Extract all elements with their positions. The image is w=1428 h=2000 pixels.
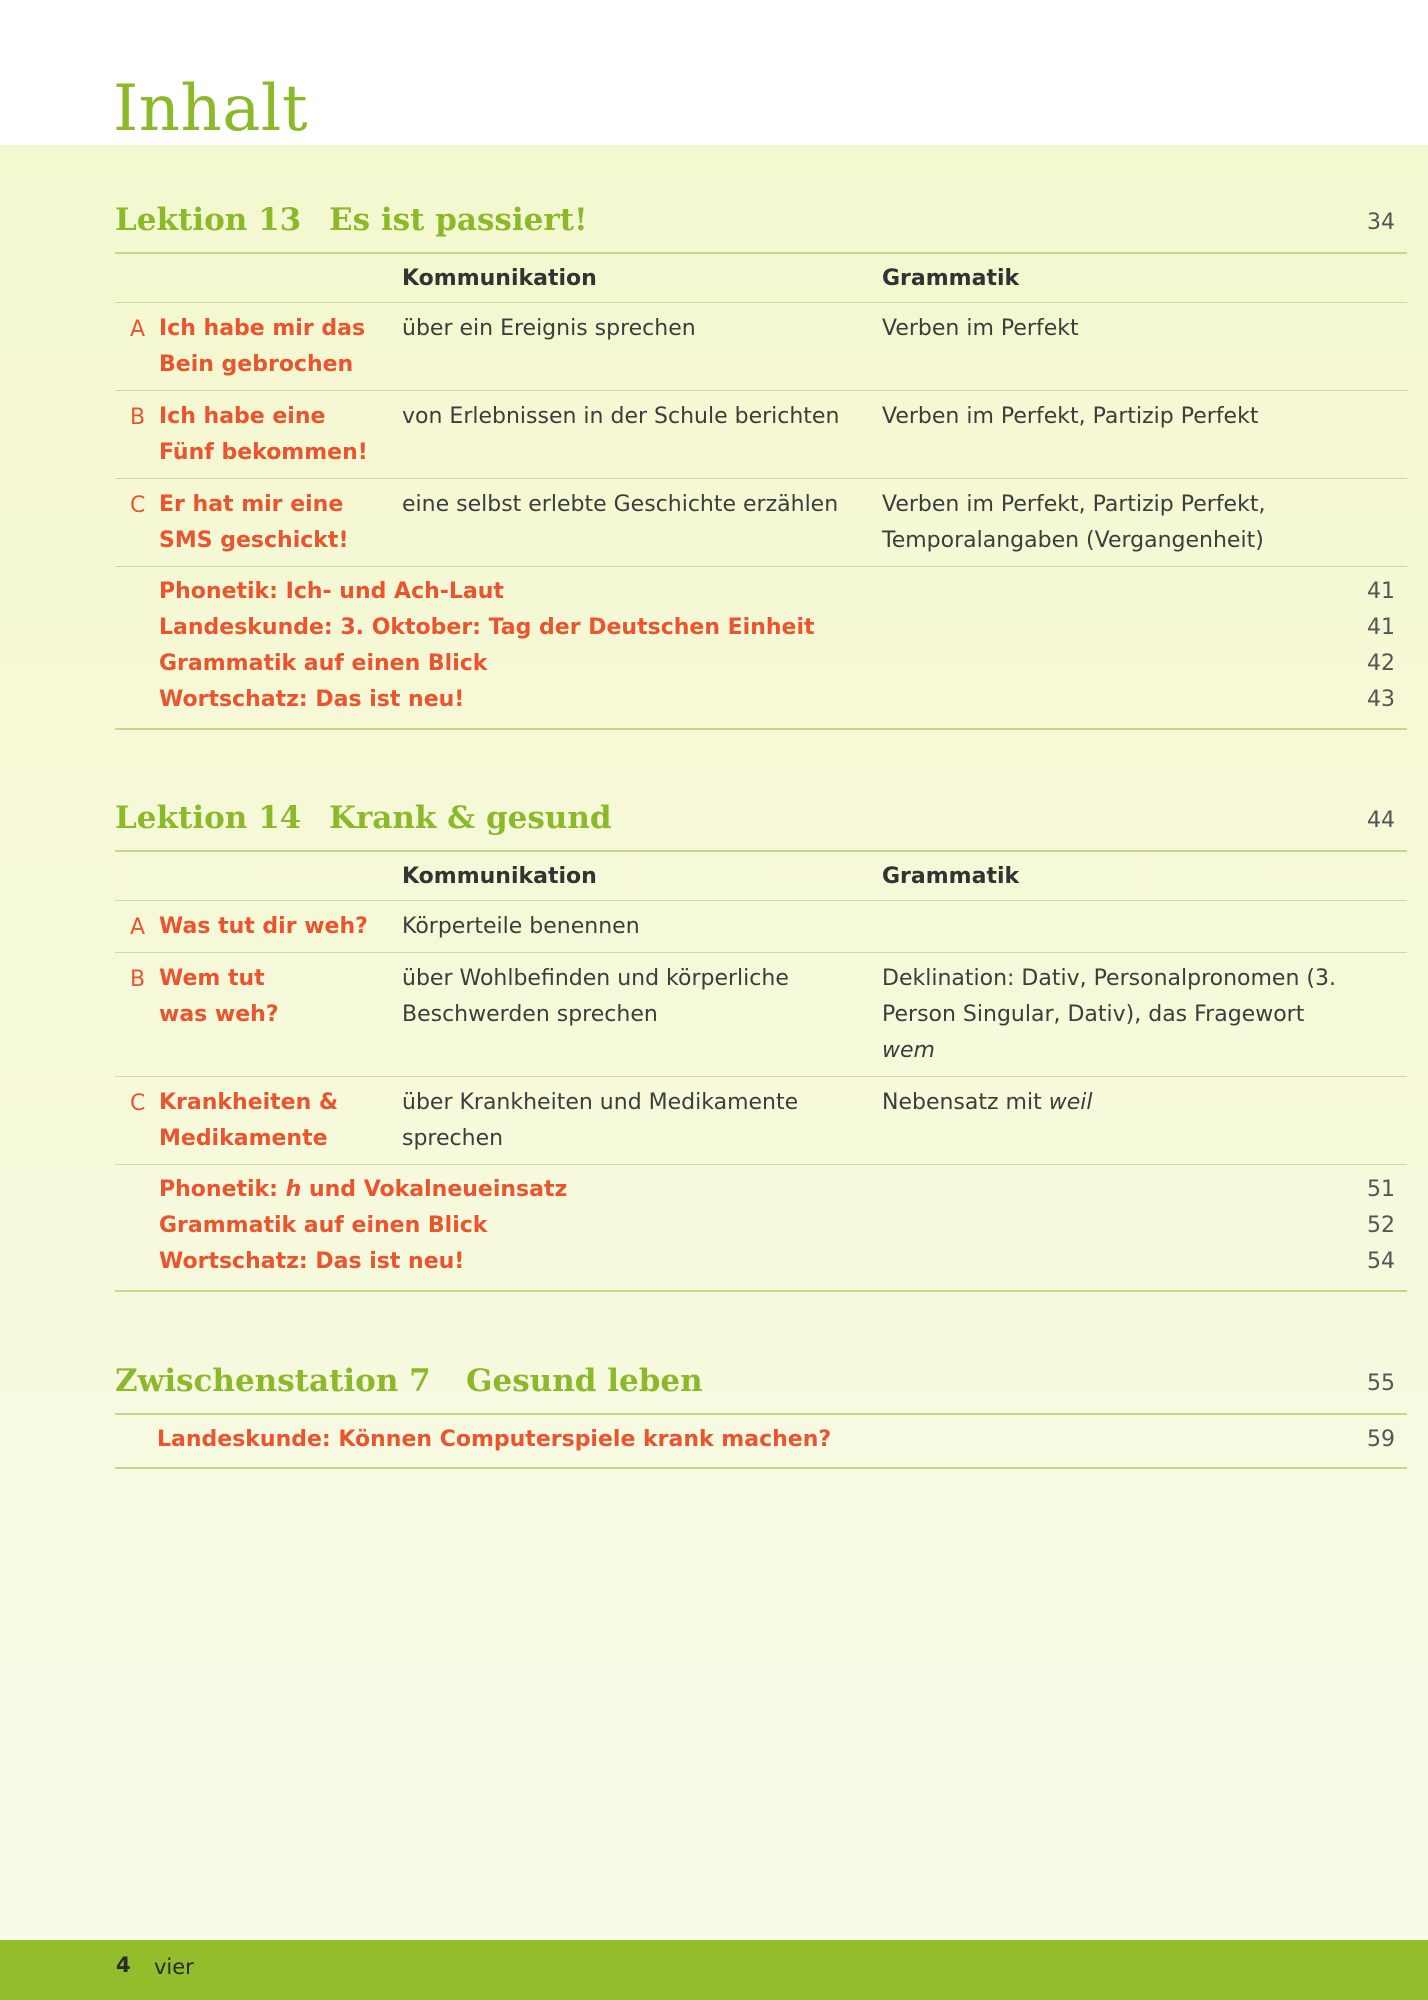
extra-text: Phonetik:	[159, 1177, 286, 1202]
extra-page: 41	[1367, 615, 1395, 640]
row-letter: C	[130, 1091, 146, 1116]
page-title: Inhalt	[113, 72, 309, 146]
column-headers	[115, 852, 1407, 900]
extras-list	[115, 567, 1407, 728]
row-kommunikation: eine selbst erlebte Geschichte erzählen	[402, 492, 839, 517]
lesson-number: Lektion 13	[115, 202, 302, 238]
divider	[115, 1290, 1407, 1292]
header-kommunikation: Kommunikation	[402, 266, 597, 291]
footer-bar	[0, 1940, 1428, 2000]
row-title: Er hat mir eine SMS geschickt!	[159, 492, 349, 553]
lesson-header	[115, 790, 1407, 850]
header-grammatik: Grammatik	[882, 864, 1020, 889]
header-grammatik: Grammatik	[882, 266, 1020, 291]
lesson-title: Gesund leben	[466, 1363, 703, 1399]
lesson-number: Zwischenstation 7	[115, 1363, 431, 1399]
row-title: Ich habe eine Fünf bekommen!	[159, 404, 368, 465]
row-grammatik: Verben im Perfekt, Partizip Perfekt, Temporalangaben (Vergangenheit)	[882, 492, 1266, 553]
extra-page: 41	[1367, 579, 1395, 604]
lesson-title: Krank & gesund	[329, 800, 612, 836]
lesson-title: Es ist passiert!	[329, 202, 588, 238]
row-letter: A	[130, 915, 146, 940]
extra-item: Phonetik: Ich- und Ach-Laut	[159, 579, 504, 604]
grammatik-text: Nebensatz mit	[882, 1090, 1049, 1115]
extra-italic: h	[285, 1177, 302, 1202]
row-title: Krankheiten & Medikamente	[159, 1090, 339, 1151]
zwischenstation-7	[115, 1353, 1407, 1469]
grammatik-text: Deklination: Dativ, Personalpronomen (3. Person Singular, Dativ), das Fragewort	[882, 966, 1336, 1027]
row-grammatik: Verben im Perfekt	[882, 316, 1079, 341]
row-grammatik	[882, 1085, 1382, 1121]
row-kommunikation: von Erlebnissen in der Schule berichten	[402, 404, 840, 429]
grammatik-italic: weil	[1048, 1090, 1093, 1115]
footer-page-number: 4	[116, 1953, 131, 1977]
row-letter: B	[130, 967, 146, 992]
extras-list	[115, 1165, 1407, 1290]
table-row	[115, 391, 1407, 478]
row-grammatik	[882, 961, 1342, 1069]
extra-item: Grammatik auf einen Blick	[159, 651, 488, 676]
table-row	[115, 901, 1407, 952]
extra-page: 52	[1367, 1213, 1395, 1238]
extra-item: Grammatik auf einen Blick	[159, 1213, 488, 1238]
row-letter: C	[130, 493, 146, 518]
table-row	[115, 479, 1407, 566]
footer-page-word: vier	[154, 1955, 194, 1979]
divider	[115, 728, 1407, 730]
extra-item: Landeskunde: Können Computerspiele krank machen?	[157, 1427, 832, 1452]
lesson-page: 34	[1367, 210, 1395, 235]
extra-page: 59	[1367, 1427, 1395, 1452]
lesson-13	[115, 192, 1407, 730]
extra-page: 54	[1367, 1249, 1395, 1274]
table-row	[115, 303, 1407, 390]
extra-item: Wortschatz: Das ist neu!	[159, 687, 465, 712]
lesson-14	[115, 790, 1407, 1292]
row-grammatik: Verben im Perfekt, Partizip Perfekt	[882, 404, 1259, 429]
lesson-header	[115, 192, 1407, 252]
row-kommunikation: über Krankheiten und Medikamente sprechen	[402, 1090, 799, 1151]
extra-item	[159, 1177, 567, 1202]
extra-text: und Vokalneueinsatz	[301, 1177, 568, 1202]
extra-page: 43	[1367, 687, 1395, 712]
row-letter: A	[130, 317, 146, 342]
row-kommunikation: über Wohlbefinden und körperliche Beschwerden sprechen	[402, 966, 789, 1027]
row-letter: B	[130, 405, 146, 430]
extra-page: 51	[1367, 1177, 1395, 1202]
extras-list	[115, 1415, 1407, 1467]
row-title: Wem tut was weh?	[159, 966, 279, 1027]
row-title: Ich habe mir das Bein gebrochen	[159, 316, 366, 377]
lesson-header	[115, 1353, 1407, 1413]
grammatik-italic: wem	[882, 1038, 935, 1063]
row-kommunikation: über ein Ereignis sprechen	[402, 316, 696, 341]
extra-item: Wortschatz: Das ist neu!	[159, 1249, 465, 1274]
extra-page: 42	[1367, 651, 1395, 676]
lesson-page: 44	[1367, 808, 1395, 833]
table-row	[115, 1077, 1407, 1164]
divider	[115, 1467, 1407, 1469]
table-row	[115, 953, 1407, 1076]
header-kommunikation: Kommunikation	[402, 864, 597, 889]
lesson-page: 55	[1367, 1371, 1395, 1396]
row-kommunikation: Körperteile benennen	[402, 914, 640, 939]
extra-item: Landeskunde: 3. Oktober: Tag der Deutschen Einheit	[159, 615, 815, 640]
column-headers	[115, 254, 1407, 302]
row-title: Was tut dir weh?	[159, 914, 368, 939]
lesson-number: Lektion 14	[115, 800, 302, 836]
